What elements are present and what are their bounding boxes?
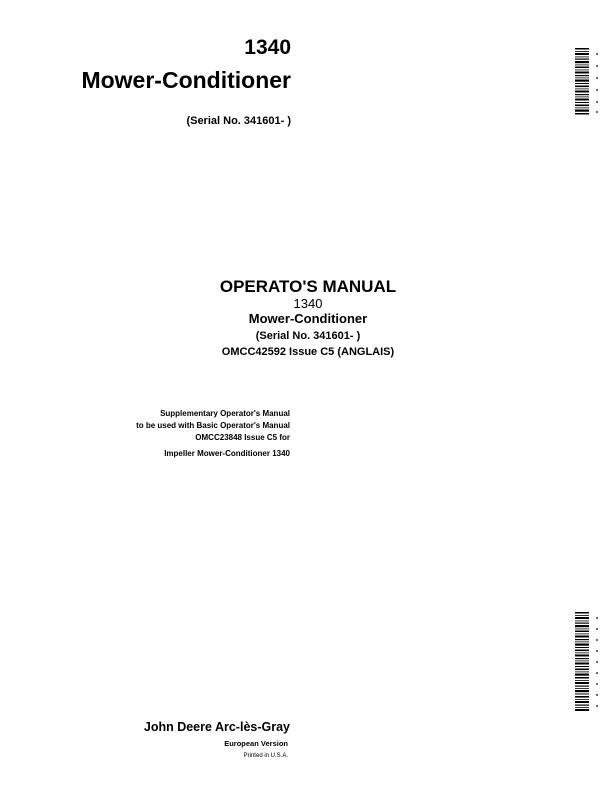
manual-title: OPERATO'S MANUAL — [219, 277, 397, 296]
supplementary-line: to be used with Basic Operator's Manual — [136, 421, 290, 430]
barcode-icon — [575, 48, 603, 116]
company-name: John Deere Arc-lès-Gray — [143, 720, 290, 734]
manual-product-name: Mower-Conditioner — [248, 311, 368, 326]
manual-title-block — [200, 277, 416, 359]
manual-serial-number: (Serial No. 341601- ) — [255, 330, 361, 342]
barcode-icon — [575, 612, 603, 712]
manual-publication-number: OMCC42592 Issue C5 (ANGLAIS) — [221, 346, 395, 358]
supplementary-note — [90, 408, 290, 460]
product-title: Mower-Conditioner — [81, 67, 291, 93]
manual-model-number: 1340 — [293, 296, 323, 311]
model-number: 1340 — [244, 36, 291, 59]
serial-number: (Serial No. 341601- ) — [186, 115, 291, 127]
printed-note: Printed in U.S.A. — [243, 753, 288, 759]
version-label: European Version — [224, 739, 288, 748]
supplementary-line: OMCC23848 Issue C5 for — [195, 433, 290, 442]
supplementary-line: Supplementary Operator's Manual — [160, 409, 290, 418]
supplementary-line: Impeller Mower-Conditioner 1340 — [164, 449, 290, 458]
